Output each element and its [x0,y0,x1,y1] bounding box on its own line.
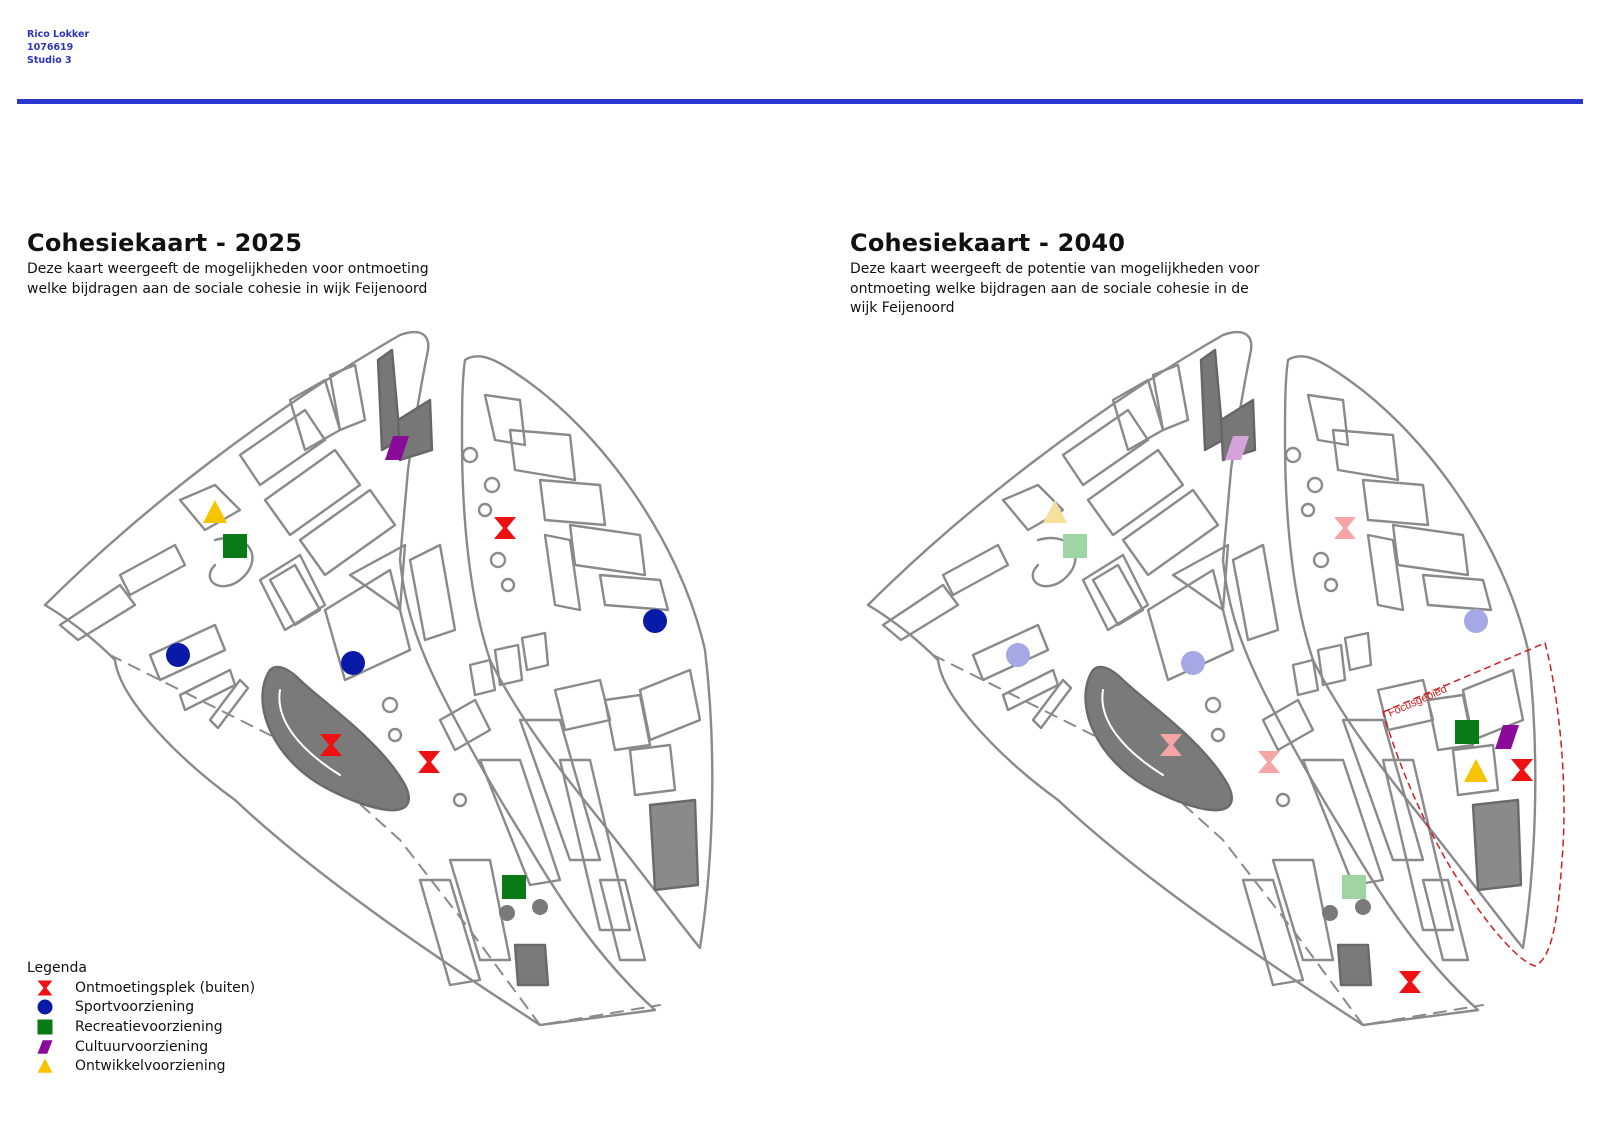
square-icon [36,1018,54,1036]
map-description-2025: Deze kaart weergeeft de mogelijkheden voor ontmoeting welke bijdragen aan de sociale cohesie in wijk Feijenoord [27,261,429,297]
legend-label: Cultuurvoorziening [75,1038,209,1055]
sport-marker-faded [1464,609,1488,633]
recreation-marker-faded [1063,534,1087,558]
triangle-icon [36,1057,54,1075]
map-2025 [45,332,712,1025]
meeting-place-marker [1399,971,1421,993]
legend-title: Legenda [27,960,88,976]
legend-label: Ontwikkelvoorziening [75,1058,226,1075]
development-marker-faded [1043,500,1067,523]
sport-marker [166,643,190,667]
legend-label: Recreatievoorziening [75,1018,223,1035]
author-name: Rico Lokker [27,29,90,40]
parallelogram-icon [36,1038,54,1056]
legend-item-meeting-place [27,978,255,998]
meeting-place-marker-faded [1334,517,1356,539]
meeting-place-marker [494,517,516,539]
sport-marker [643,609,667,633]
map-2040 [868,332,1564,1025]
sport-marker-faded [1006,643,1030,667]
recreation-marker-faded [1342,875,1366,899]
recreation-marker [502,875,526,899]
map-description-2040: Deze kaart weergeeft de potentie van mogelijkheden voor ontmoeting welke bijdragen aan de sociale cohesie in de wijk Feijenoord [850,261,1260,316]
basemap-2040 [868,332,1535,1025]
meeting-place-marker-faded [1258,751,1280,773]
studio-label: Studio 3 [27,55,72,66]
meeting-place-marker [418,751,440,773]
sport-marker-faded [1181,651,1205,675]
legend-label: Ontmoetingsplek (buiten) [75,979,256,996]
legend-item-sport [27,998,255,1018]
basemap-2025 [45,332,712,1025]
recreation-marker [1455,720,1479,744]
sport-marker [341,651,365,675]
map-markers-2040 [1006,436,1533,993]
student-number: 1076619 [27,42,74,53]
development-marker [203,500,227,523]
recreation-marker [223,534,247,558]
map-title-2025: Cohesiekaart - 2025 [27,229,303,257]
legend-label: Sportvoorziening [75,999,195,1016]
legend-item-culture [27,1037,255,1057]
map-title-2040: Cohesiekaart - 2040 [850,229,1126,257]
focus-area-label: Focusgebied [1386,683,1449,720]
development-marker [1464,759,1488,782]
legend-item-recreation [27,1017,255,1037]
circle-icon [36,998,54,1016]
hourglass-icon [36,979,54,997]
meeting-place-marker [1511,759,1533,781]
map-legend [27,960,255,1076]
legend-item-development [27,1056,255,1076]
